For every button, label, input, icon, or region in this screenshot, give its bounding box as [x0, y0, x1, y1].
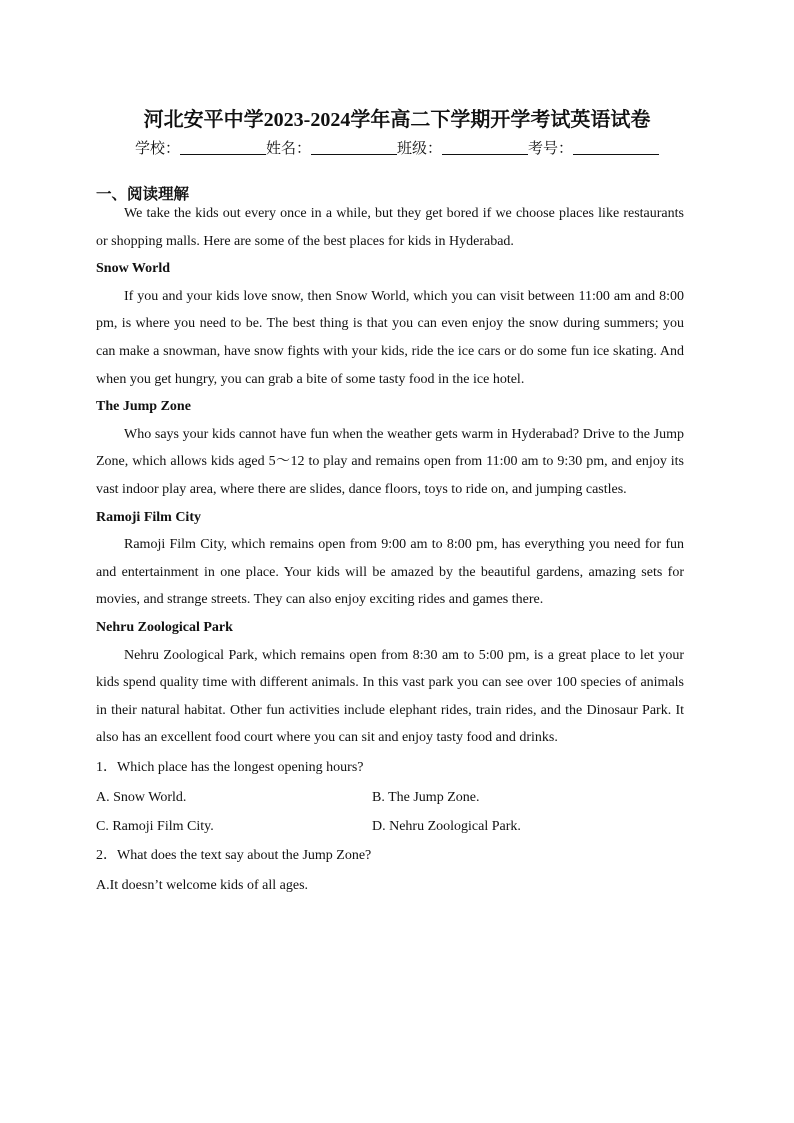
name-label: 姓名： [265, 141, 311, 157]
school-label: 学校： [134, 141, 180, 157]
question-1-option-a[interactable]: A. Snow World. [96, 790, 187, 806]
reading-passage [96, 200, 684, 900]
question-1-option-d[interactable]: D. Nehru Zoological Park. [372, 819, 521, 835]
class-blank[interactable] [442, 139, 528, 155]
place-paragraph-ramoji-film-city: Ramoji Film City, which remains open from 9:00 am to 8:00 pm, has everything you need for fun and entertainment in one place. Your kids will be amazed by the beautiful gardens, amazing sets for movies, and strange streets. They can also enjoy exciting rides and games there. [96, 537, 684, 608]
question-1-options-row-1 [96, 784, 684, 812]
question-1-options-row-2 [96, 813, 684, 841]
school-blank[interactable] [180, 139, 266, 155]
number-label: 考号： [528, 141, 574, 157]
class-label: 班级： [397, 141, 443, 157]
place-paragraph-nehru-zoological-park: Nehru Zoological Park, which remains open from 8:30 am to 5:00 pm, is a great place to let your kids spend quality time with different animals. In this vast park you can see over 100 species of animals in their natural habitat. Other fun activities include elephant rides, train rides, and the Dinosaur Park. It also has an excellent food court where you can sit and enjoy tasty food and drinks. [96, 647, 684, 746]
place-heading-ramoji-film-city: Ramoji Film City [96, 509, 201, 525]
question-1-option-b[interactable]: B. The Jump Zone. [372, 790, 480, 806]
place-heading-snow-world: Snow World [96, 261, 171, 277]
section-heading: 一、阅读理解 [96, 186, 190, 203]
question-2-stem: 2．What does the text say about the Jump Zone? [96, 847, 372, 863]
question-1-stem: 1．Which place has the longest opening hours? [96, 759, 364, 775]
intro-paragraph: We take the kids out every once in a while, but they get bored if we choose places like restaurants or shopping malls. Here are some of the best places for kids in Hyderabad. [96, 206, 684, 249]
place-heading-nehru-zoological-park: Nehru Zoological Park [96, 619, 233, 635]
exam-title: 河北安平中学2023-2024学年高二下学期开学考试英语试卷 [143, 109, 651, 131]
question-1-option-c[interactable]: C. Ramoji Film City. [96, 819, 214, 835]
place-paragraph-snow-world: If you and your kids love snow, then Snow World, which you can visit between 11:00 am and 8:00 pm, is where you need to be. The best thing is that you can even enjoy the snow during summers; you can make a snowman, have snow fights with your kids, ride the ice cars or do some fun ice skating. And when you get hungry, you can grab a bite of some tasty food in the ice hotel. [96, 288, 684, 387]
place-heading-jump-zone: The Jump Zone [96, 399, 191, 415]
question-2-option-a[interactable]: A.It doesn’t welcome kids of all ages. [96, 878, 309, 894]
student-info-line [0, 137, 794, 158]
name-blank[interactable] [311, 139, 397, 155]
place-paragraph-jump-zone: Who says your kids cannot have fun when the weather gets warm in Hyderabad? Drive to the Jump Zone, which allows kids aged 5～12 to play and remains open from 11:00 am to 9:30 pm, and enjoy its vast indoor play area, where there are slides, dance floors, toys to ride on, and jumping castles. [96, 426, 684, 497]
number-blank[interactable] [573, 139, 659, 155]
